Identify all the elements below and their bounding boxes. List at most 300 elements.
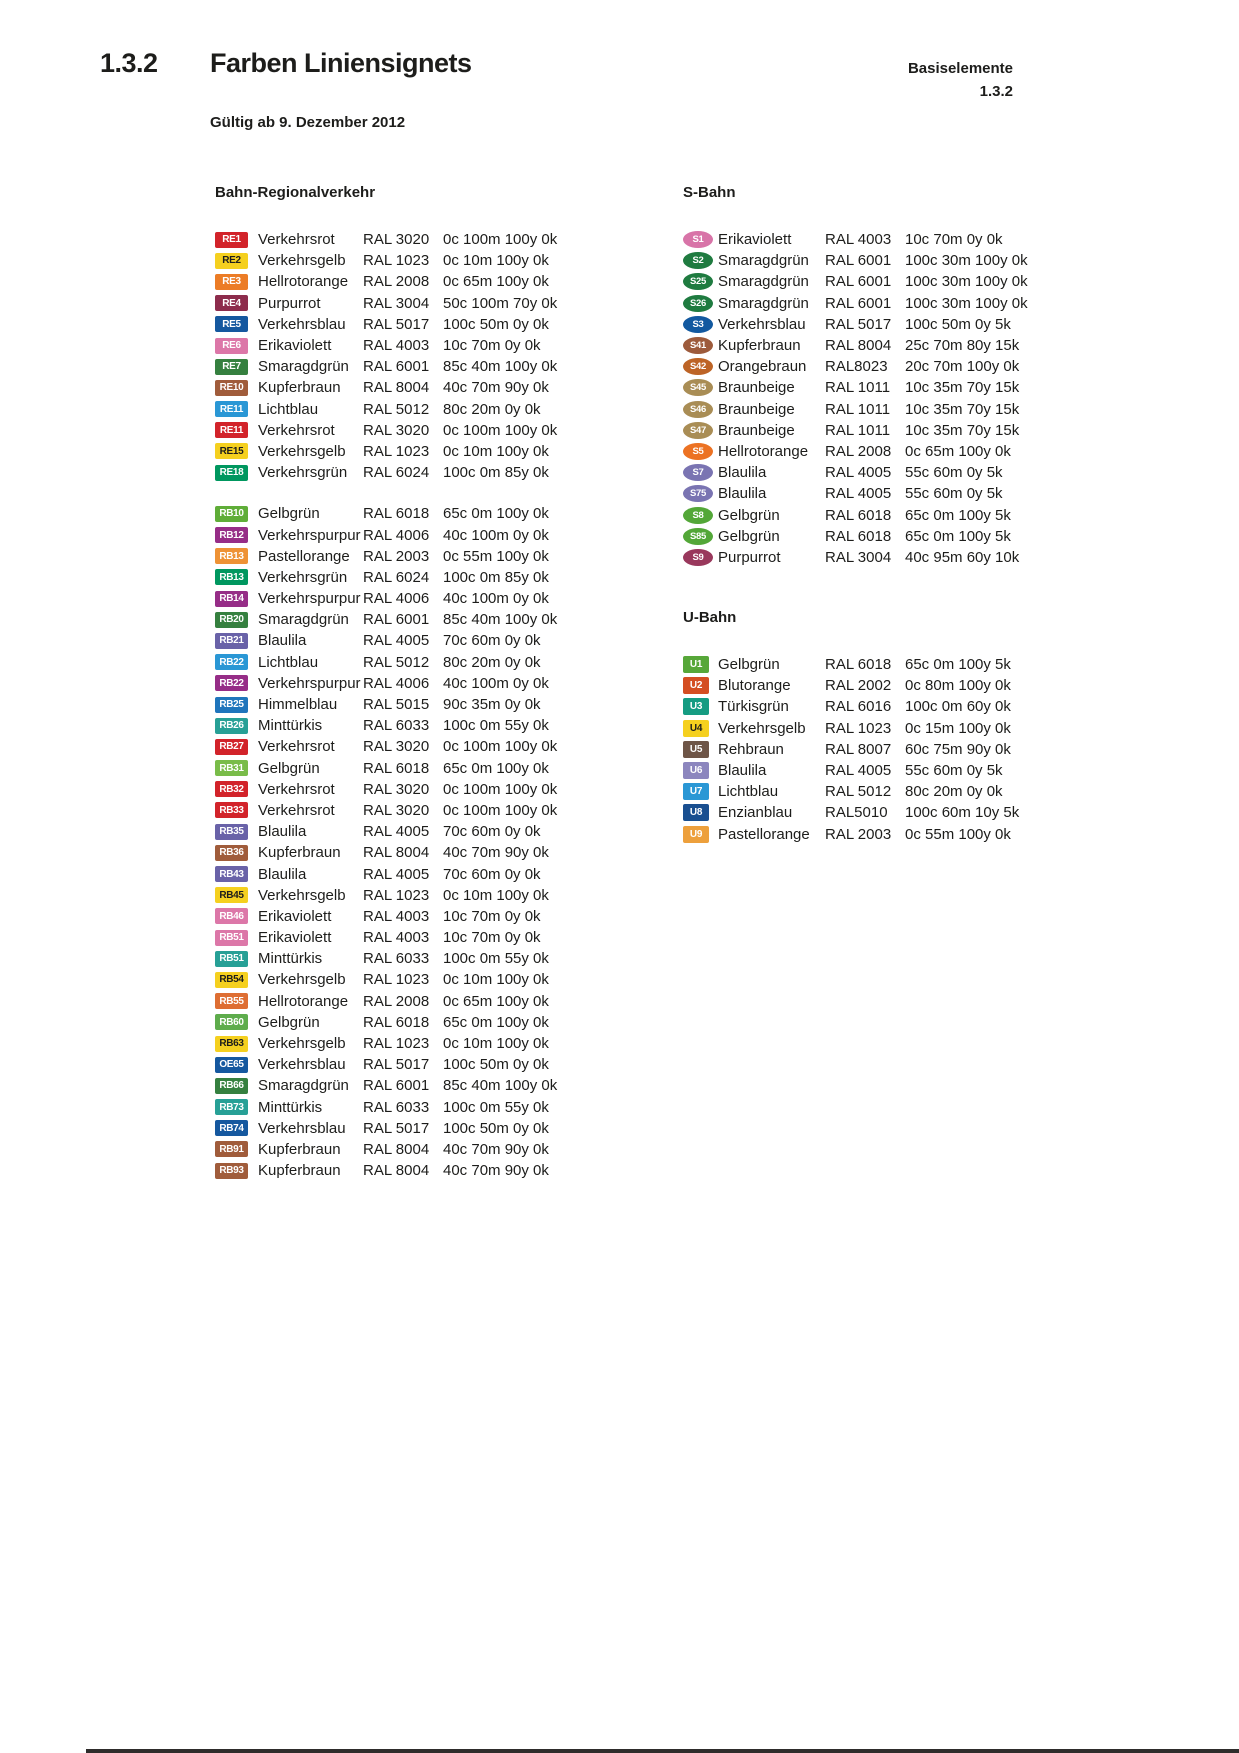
color-name: Kupferbraun bbox=[258, 1140, 341, 1158]
badge-cell bbox=[215, 359, 258, 375]
line-badge: OE65 bbox=[215, 1057, 248, 1073]
cmyk-values: 65c 0m 100y 5k bbox=[905, 527, 1011, 545]
table-row bbox=[683, 293, 1163, 314]
badge-cell bbox=[215, 951, 258, 967]
ral-code: RAL 1023 bbox=[363, 442, 430, 460]
cmyk-values: 80c 20m 0y 0k bbox=[443, 653, 541, 671]
color-name: Lichtblau bbox=[718, 783, 779, 801]
badge-cell bbox=[215, 1014, 258, 1030]
cmyk-values: 0c 100m 100y 0k bbox=[443, 801, 558, 819]
ral-code: RAL 4005 bbox=[825, 464, 892, 482]
table-row bbox=[683, 547, 1163, 568]
table-row bbox=[215, 314, 685, 335]
line-badge: RB22 bbox=[215, 654, 248, 670]
ral-code: RAL 5017 bbox=[363, 1119, 430, 1137]
color-name: Verkehrsgelb bbox=[258, 442, 346, 460]
cmyk-values: 0c 10m 100y 0k bbox=[443, 442, 549, 460]
ral-code: RAL 5012 bbox=[363, 400, 430, 418]
table-row bbox=[683, 377, 1163, 398]
cmyk-values: 0c 55m 100y 0k bbox=[443, 547, 549, 565]
ral-code: RAL 6033 bbox=[363, 717, 430, 735]
color-name: Verkehrsgrün bbox=[258, 464, 348, 482]
cmyk-values: 65c 0m 100y 0k bbox=[443, 505, 549, 523]
color-name: Hellrotorange bbox=[258, 273, 349, 291]
table-row bbox=[683, 399, 1163, 420]
color-name: Kupferbraun bbox=[258, 379, 341, 397]
color-name: Erikaviolett bbox=[258, 907, 332, 925]
cmyk-values: 100c 50m 0y 0k bbox=[443, 315, 549, 333]
line-badge: RB21 bbox=[215, 633, 248, 649]
badge-cell bbox=[215, 612, 258, 628]
line-badge: RB35 bbox=[215, 824, 248, 840]
color-name: Verkehrsgelb bbox=[258, 1035, 346, 1053]
table-row bbox=[215, 842, 685, 863]
line-badge: RB93 bbox=[215, 1163, 248, 1179]
ral-code: RAL 5012 bbox=[363, 653, 430, 671]
color-name: Verkehrsgrün bbox=[258, 568, 348, 586]
color-name: Gelbgrün bbox=[718, 527, 780, 545]
ral-code: RAL 6001 bbox=[363, 1077, 430, 1095]
ral-code: RAL 8004 bbox=[363, 379, 430, 397]
color-name: Smaragdgrün bbox=[718, 294, 809, 312]
badge-cell bbox=[683, 379, 718, 396]
line-badge: RB55 bbox=[215, 993, 248, 1009]
line-badge: RB54 bbox=[215, 972, 248, 988]
badge-cell bbox=[683, 485, 718, 502]
cmyk-values: 40c 100m 0y 0k bbox=[443, 526, 549, 544]
line-badge: RB10 bbox=[215, 506, 248, 522]
column-sbahn-ubahn bbox=[683, 183, 1163, 845]
ral-code: RAL 1011 bbox=[825, 379, 891, 397]
table-row bbox=[683, 526, 1163, 547]
table-row bbox=[683, 675, 1163, 696]
cmyk-values: 100c 0m 85y 0k bbox=[443, 568, 549, 586]
ral-code: RAL 3020 bbox=[363, 801, 430, 819]
color-name: Minttürkis bbox=[258, 717, 323, 735]
cmyk-values: 85c 40m 100y 0k bbox=[443, 358, 558, 376]
color-name: Blaulila bbox=[258, 632, 307, 650]
table-row bbox=[215, 1054, 685, 1075]
ral-code: RAL 5017 bbox=[363, 315, 430, 333]
ral-code: RAL 1023 bbox=[363, 1035, 430, 1053]
color-name: Erikaviolett bbox=[258, 337, 332, 355]
badge-cell bbox=[215, 845, 258, 861]
table-row bbox=[215, 736, 685, 757]
badge-cell bbox=[215, 824, 258, 840]
line-badge: RE18 bbox=[215, 465, 248, 481]
table-row bbox=[683, 441, 1163, 462]
line-badge: RB20 bbox=[215, 612, 248, 628]
line-badge: RB60 bbox=[215, 1014, 248, 1030]
table-row bbox=[215, 441, 685, 462]
ral-code: RAL 8004 bbox=[825, 337, 892, 355]
table-row bbox=[215, 969, 685, 990]
table-row bbox=[215, 821, 685, 842]
badge-cell bbox=[683, 549, 718, 566]
cmyk-values: 85c 40m 100y 0k bbox=[443, 1077, 558, 1095]
cmyk-values: 70c 60m 0y 0k bbox=[443, 632, 541, 650]
badge-cell bbox=[215, 1036, 258, 1052]
ral-code: RAL 8004 bbox=[363, 844, 430, 862]
ral-code: RAL 2003 bbox=[825, 825, 892, 843]
badge-cell bbox=[215, 401, 258, 417]
line-badge: U9 bbox=[683, 826, 709, 843]
line-badge: RB91 bbox=[215, 1141, 248, 1157]
table-row bbox=[683, 483, 1163, 504]
table-row bbox=[215, 1160, 685, 1181]
cmyk-values: 100c 0m 55y 0k bbox=[443, 717, 549, 735]
ral-code: RAL 3020 bbox=[363, 780, 430, 798]
table-row bbox=[215, 588, 685, 609]
color-name: Verkehrsblau bbox=[258, 1056, 346, 1074]
cmyk-values: 25c 70m 80y 15k bbox=[905, 337, 1020, 355]
badge-cell bbox=[215, 506, 258, 522]
table-row bbox=[215, 694, 685, 715]
color-name: Lichtblau bbox=[258, 653, 319, 671]
ral-code: RAL 3004 bbox=[363, 294, 430, 312]
badge-cell bbox=[215, 569, 258, 585]
table-row bbox=[683, 314, 1163, 335]
cmyk-values: 55c 60m 0y 5k bbox=[905, 762, 1003, 780]
cmyk-values: 40c 70m 90y 0k bbox=[443, 379, 549, 397]
color-name: Orangebraun bbox=[718, 358, 807, 376]
ral-code: RAL 4005 bbox=[825, 485, 892, 503]
line-badge: RB66 bbox=[215, 1078, 248, 1094]
ral-code: RAL 1023 bbox=[363, 252, 430, 270]
ral-code: RAL 1023 bbox=[825, 719, 892, 737]
table-row bbox=[683, 654, 1163, 675]
color-name: Purpurrot bbox=[718, 548, 781, 566]
line-badge: RE4 bbox=[215, 295, 248, 311]
badge-cell bbox=[215, 1099, 258, 1115]
cmyk-values: 0c 100m 100y 0k bbox=[443, 421, 558, 439]
cmyk-values: 100c 50m 0y 0k bbox=[443, 1119, 549, 1137]
ral-code: RAL 4006 bbox=[363, 526, 430, 544]
line-badge: S25 bbox=[683, 273, 713, 290]
ral-code: RAL 2002 bbox=[825, 677, 892, 695]
ral-code: RAL 3020 bbox=[363, 421, 430, 439]
ral-code: RAL 6001 bbox=[825, 252, 892, 270]
color-name: Purpurrot bbox=[258, 294, 321, 312]
table-row bbox=[683, 250, 1163, 271]
line-badge: U1 bbox=[683, 656, 709, 673]
cmyk-values: 10c 35m 70y 15k bbox=[905, 400, 1020, 418]
badge-cell bbox=[215, 697, 258, 713]
table-row bbox=[215, 779, 685, 800]
cmyk-values: 55c 60m 0y 5k bbox=[905, 485, 1003, 503]
color-name: Verkehrsgelb bbox=[718, 719, 806, 737]
table-row bbox=[215, 991, 685, 1012]
table-row bbox=[683, 760, 1163, 781]
line-badge: RB36 bbox=[215, 845, 248, 861]
cmyk-values: 0c 65m 100y 0k bbox=[905, 442, 1011, 460]
badge-cell bbox=[215, 232, 258, 248]
line-badge: RE5 bbox=[215, 316, 248, 332]
table-row bbox=[215, 609, 685, 630]
badge-cell bbox=[683, 464, 718, 481]
line-badge: RB51 bbox=[215, 930, 248, 946]
badge-cell bbox=[215, 866, 258, 882]
cmyk-values: 0c 10m 100y 0k bbox=[443, 1035, 549, 1053]
line-badge: S26 bbox=[683, 295, 713, 312]
cmyk-values: 60c 75m 90y 0k bbox=[905, 740, 1011, 758]
line-badge: S42 bbox=[683, 358, 713, 375]
line-badge: RE10 bbox=[215, 380, 248, 396]
corner-label: Basiselemente bbox=[907, 60, 1013, 77]
table-row bbox=[215, 948, 685, 969]
table-row bbox=[683, 420, 1163, 441]
ral-code: RAL 6018 bbox=[363, 1013, 430, 1031]
cmyk-values: 40c 70m 90y 0k bbox=[443, 844, 549, 862]
cmyk-values: 55c 60m 0y 5k bbox=[905, 464, 1003, 482]
ral-code: RAL 6018 bbox=[825, 656, 892, 674]
column-bahn-regionalverkehr bbox=[215, 183, 685, 1181]
cmyk-values: 100c 50m 0y 0k bbox=[443, 1056, 549, 1074]
line-badge: S5 bbox=[683, 443, 713, 460]
badge-cell bbox=[215, 527, 258, 543]
line-badge: S47 bbox=[683, 422, 713, 439]
line-badge: RB45 bbox=[215, 887, 248, 903]
badge-cell bbox=[215, 465, 258, 481]
badge-cell bbox=[215, 739, 258, 755]
page-title: Farben Liniensignets bbox=[210, 48, 472, 78]
section-heading-ubahn: U-Bahn bbox=[683, 609, 737, 626]
cmyk-values: 80c 20m 0y 0k bbox=[905, 783, 1003, 801]
line-badge: RE7 bbox=[215, 359, 248, 375]
badge-cell bbox=[215, 654, 258, 670]
cmyk-values: 65c 0m 100y 0k bbox=[443, 1013, 549, 1031]
badge-cell bbox=[215, 338, 258, 354]
table-row bbox=[215, 250, 685, 271]
corner-number: 1.3.2 bbox=[979, 83, 1013, 100]
table-row bbox=[215, 863, 685, 884]
ral-code: RAL 8004 bbox=[363, 1140, 430, 1158]
color-name: Smaragdgrün bbox=[258, 1077, 349, 1095]
cmyk-values: 0c 10m 100y 0k bbox=[443, 886, 549, 904]
badge-cell bbox=[215, 1141, 258, 1157]
badge-cell bbox=[215, 443, 258, 459]
ral-code: RAL 1011 bbox=[825, 400, 891, 418]
cmyk-values: 100c 30m 100y 0k bbox=[905, 273, 1028, 291]
color-name: Verkehrspurpur bbox=[258, 526, 361, 544]
badge-cell bbox=[683, 698, 718, 715]
color-name: Blaulila bbox=[718, 762, 767, 780]
cmyk-values: 100c 0m 85y 0k bbox=[443, 464, 549, 482]
line-badge: RB26 bbox=[215, 718, 248, 734]
table-row bbox=[683, 802, 1163, 823]
badge-cell bbox=[683, 656, 718, 673]
badge-cell bbox=[215, 930, 258, 946]
ral-code: RAL 3020 bbox=[363, 231, 430, 249]
line-badge: RB31 bbox=[215, 760, 248, 776]
line-badge: S8 bbox=[683, 507, 713, 524]
color-name: Verkehrsrot bbox=[258, 231, 335, 249]
ral-code: RAL 4003 bbox=[363, 929, 430, 947]
line-badge: RB51 bbox=[215, 951, 248, 967]
ral-code: RAL 6001 bbox=[363, 611, 430, 629]
ral-code: RAL 4003 bbox=[363, 907, 430, 925]
cmyk-values: 85c 40m 100y 0k bbox=[443, 611, 558, 629]
ral-code: RAL 4003 bbox=[825, 231, 892, 249]
corner-block bbox=[908, 57, 1013, 103]
color-name: Erikaviolett bbox=[258, 929, 332, 947]
color-name: Verkehrspurpur bbox=[258, 590, 361, 608]
badge-cell bbox=[683, 677, 718, 694]
line-badge: RB12 bbox=[215, 527, 248, 543]
table-row bbox=[215, 1097, 685, 1118]
color-name: Verkehrspurpur bbox=[258, 674, 361, 692]
ral-code: RAL 4006 bbox=[363, 674, 430, 692]
color-name: Braunbeige bbox=[718, 379, 795, 397]
color-name: Braunbeige bbox=[718, 400, 795, 418]
badge-cell bbox=[683, 337, 718, 354]
color-name: Verkehrsgelb bbox=[258, 886, 346, 904]
color-name: Blaulila bbox=[258, 823, 307, 841]
ral-code: RAL 5017 bbox=[825, 315, 892, 333]
line-badge: RB32 bbox=[215, 781, 248, 797]
color-name: Rehbraun bbox=[718, 740, 784, 758]
ral-code: RAL8023 bbox=[825, 358, 888, 376]
ral-code: RAL 2003 bbox=[363, 547, 430, 565]
ral-code: RAL 6001 bbox=[825, 273, 892, 291]
line-badge: RE3 bbox=[215, 274, 248, 290]
cmyk-values: 40c 70m 90y 0k bbox=[443, 1140, 549, 1158]
table-row bbox=[215, 1075, 685, 1096]
table-row bbox=[215, 399, 685, 420]
color-name: Gelbgrün bbox=[718, 656, 780, 674]
section-number: 1.3.2 bbox=[100, 48, 158, 78]
ral-code: RAL 5015 bbox=[363, 696, 430, 714]
line-badge: RB33 bbox=[215, 802, 248, 818]
table-row bbox=[683, 824, 1163, 845]
cmyk-values: 10c 70m 0y 0k bbox=[905, 231, 1003, 249]
color-name: Blutorange bbox=[718, 677, 791, 695]
color-name: Smaragdgrün bbox=[718, 273, 809, 291]
color-name: Enzianblau bbox=[718, 804, 793, 822]
line-badge: U2 bbox=[683, 677, 709, 694]
badge-cell bbox=[215, 274, 258, 290]
ral-code: RAL 6016 bbox=[825, 698, 892, 716]
line-badge: S9 bbox=[683, 549, 713, 566]
line-badge: RE2 bbox=[215, 253, 248, 269]
rb-lines-group bbox=[215, 503, 685, 1181]
line-badge: S45 bbox=[683, 379, 713, 396]
badge-cell bbox=[215, 422, 258, 438]
color-name: Gelbgrün bbox=[258, 505, 320, 523]
color-name: Pastellorange bbox=[258, 547, 350, 565]
cmyk-values: 100c 30m 100y 0k bbox=[905, 252, 1028, 270]
line-badge: RB73 bbox=[215, 1099, 248, 1115]
color-name: Kupferbraun bbox=[258, 1162, 341, 1180]
table-row bbox=[215, 293, 685, 314]
table-row bbox=[215, 906, 685, 927]
cmyk-values: 20c 70m 100y 0k bbox=[905, 358, 1020, 376]
cmyk-values: 0c 65m 100y 0k bbox=[443, 273, 549, 291]
table-row bbox=[683, 462, 1163, 483]
cmyk-values: 40c 95m 60y 10k bbox=[905, 548, 1020, 566]
color-name: Gelbgrün bbox=[258, 1013, 320, 1031]
color-name: Kupferbraun bbox=[718, 337, 801, 355]
badge-cell bbox=[683, 316, 718, 333]
line-badge: RB43 bbox=[215, 866, 248, 882]
line-badge: RE1 bbox=[215, 232, 248, 248]
ubahn-lines-group bbox=[683, 654, 1163, 845]
badge-cell bbox=[683, 804, 718, 821]
table-row bbox=[683, 739, 1163, 760]
ral-code: RAL 4005 bbox=[363, 632, 430, 650]
badge-cell bbox=[215, 993, 258, 1009]
badge-cell bbox=[683, 422, 718, 439]
table-row bbox=[215, 758, 685, 779]
line-badge: U3 bbox=[683, 698, 709, 715]
line-badge: RE6 bbox=[215, 338, 248, 354]
ral-code: RAL 6024 bbox=[363, 464, 430, 482]
line-badge: U4 bbox=[683, 720, 709, 737]
badge-cell bbox=[683, 401, 718, 418]
ral-code: RAL 2008 bbox=[363, 273, 430, 291]
valid-from-note: Gültig ab 9. Dezember 2012 bbox=[210, 114, 406, 131]
color-name: Blaulila bbox=[718, 485, 767, 503]
line-badge: U5 bbox=[683, 741, 709, 758]
color-name: Verkehrsrot bbox=[258, 780, 335, 798]
section-heading-sbahn: S-Bahn bbox=[683, 184, 736, 201]
badge-cell bbox=[215, 1120, 258, 1136]
table-row bbox=[215, 800, 685, 821]
line-badge: S46 bbox=[683, 401, 713, 418]
cmyk-values: 10c 35m 70y 15k bbox=[905, 421, 1020, 439]
color-name: Minttürkis bbox=[258, 950, 323, 968]
line-badge: S75 bbox=[683, 485, 713, 502]
color-name: Verkehrsrot bbox=[258, 801, 335, 819]
table-row bbox=[215, 927, 685, 948]
line-badge: RB13 bbox=[215, 548, 248, 564]
badge-cell bbox=[215, 316, 258, 332]
color-name: Verkehrsrot bbox=[258, 738, 335, 756]
badge-cell bbox=[215, 380, 258, 396]
color-name: Blaulila bbox=[258, 865, 307, 883]
table-row bbox=[683, 271, 1163, 292]
ral-code: RAL 6018 bbox=[825, 527, 892, 545]
table-row bbox=[683, 718, 1163, 739]
color-name: Himmelblau bbox=[258, 696, 338, 714]
color-name: Verkehrsgelb bbox=[258, 252, 346, 270]
ral-code: RAL 1023 bbox=[363, 886, 430, 904]
badge-cell bbox=[683, 762, 718, 779]
ral-code: RAL 6001 bbox=[825, 294, 892, 312]
ral-code: RAL 3020 bbox=[363, 738, 430, 756]
badge-cell bbox=[683, 507, 718, 524]
line-badge: RB25 bbox=[215, 697, 248, 713]
ral-code: RAL 4003 bbox=[363, 337, 430, 355]
table-row bbox=[215, 1012, 685, 1033]
table-row bbox=[215, 335, 685, 356]
cmyk-values: 100c 0m 60y 0k bbox=[905, 698, 1011, 716]
cmyk-values: 40c 100m 0y 0k bbox=[443, 590, 549, 608]
line-badge: S2 bbox=[683, 252, 713, 269]
color-name: Smaragdgrün bbox=[718, 252, 809, 270]
table-row bbox=[215, 356, 685, 377]
color-name: Smaragdgrün bbox=[258, 358, 349, 376]
table-row bbox=[215, 1139, 685, 1160]
line-badge: RB14 bbox=[215, 591, 248, 607]
cmyk-values: 0c 15m 100y 0k bbox=[905, 719, 1011, 737]
cmyk-values: 50c 100m 70y 0k bbox=[443, 294, 558, 312]
table-row bbox=[215, 377, 685, 398]
cmyk-values: 80c 20m 0y 0k bbox=[443, 400, 541, 418]
table-row bbox=[215, 567, 685, 588]
column-heading: Bahn-Regionalverkehr bbox=[215, 184, 376, 201]
table-row bbox=[683, 696, 1163, 717]
